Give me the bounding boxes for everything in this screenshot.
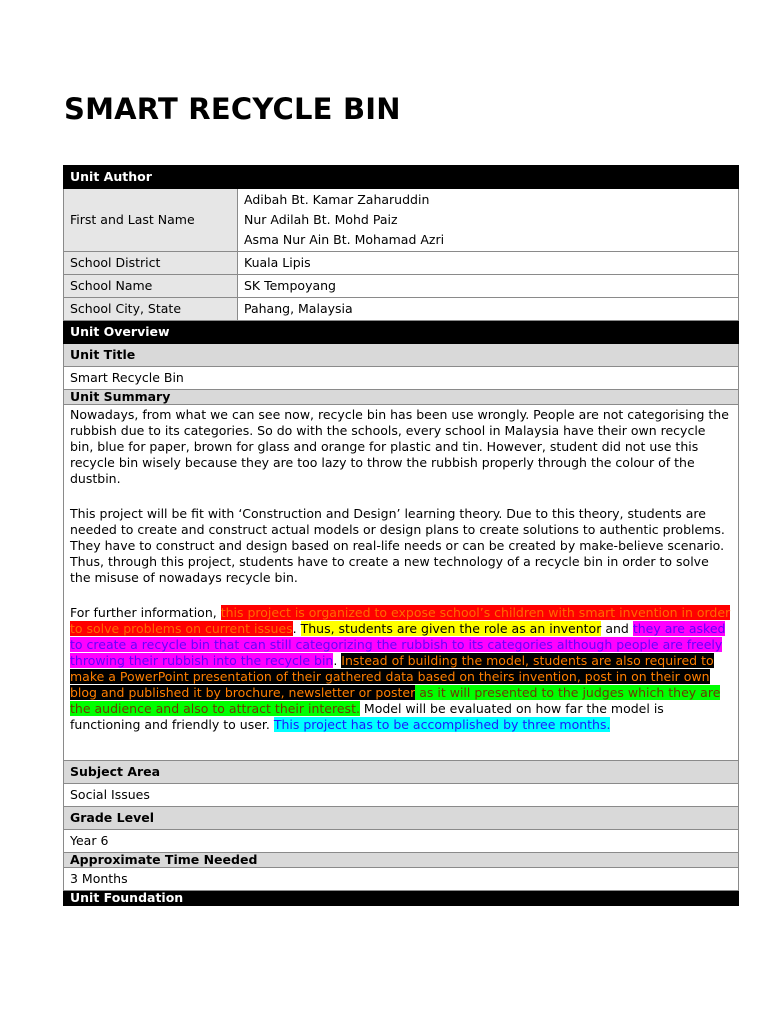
author-name: Nur Adilah Bt. Mohd Paiz: [244, 212, 398, 227]
time-needed-value-row: [64, 868, 739, 891]
grade-level-value: Year 6: [64, 830, 739, 853]
summary-paragraph: Nowadays, from what we can see now, recycle bin has been use wrongly. People are not categorising the rubbish due to its categories. So do with the schools, every school in Malaysia have their own recycle bin, blue for paper, brown for glass and orange for plastic and tin. However, student did not use this recycle bin wisely because they are too lazy to throw the rubbish properly through the colour of the dustbin.: [70, 407, 729, 486]
school-name-row: [64, 275, 739, 298]
document-title: SMART RECYCLE BIN: [64, 92, 401, 126]
unit-title-label: Unit Title: [64, 344, 739, 367]
unit-summary-cell: [64, 405, 739, 761]
summary-text: and: [601, 621, 633, 636]
time-needed-value: 3 Months: [64, 868, 739, 891]
author-names-cell: [238, 189, 739, 252]
subject-area-label-row: [64, 761, 739, 784]
school-district-row: [64, 252, 739, 275]
school-city-label: School City, State: [64, 298, 238, 321]
grade-level-label: Grade Level: [64, 807, 739, 830]
summary-text: .: [292, 621, 301, 636]
author-names-row: [64, 189, 739, 252]
unit-foundation-header: Unit Foundation: [64, 891, 739, 906]
subject-area-value: Social Issues: [64, 784, 739, 807]
unit-overview-header: Unit Overview: [64, 321, 739, 344]
time-needed-label: Approximate Time Needed: [64, 853, 739, 868]
school-district-label: School District: [64, 252, 238, 275]
highlight-yellow-text: Thus, students are given the role as an inventor: [300, 621, 602, 636]
unit-author-header: Unit Author: [64, 166, 739, 189]
unit-summary-label: Unit Summary: [64, 390, 739, 405]
highlight-magenta-text: they are asked to create a recycle bin that can still categorizing the rubbish to its categories although people are freely throwing their rubbish into the recycle bin: [70, 621, 726, 668]
unit-plan-table: [63, 165, 739, 906]
highlight-red-text: this project is organized to expose school’s children with smart invention in order to solve problems on current issues: [70, 605, 731, 636]
unit-summary-row: [64, 405, 739, 761]
subject-area-value-row: [64, 784, 739, 807]
first-last-name-label: First and Last Name: [64, 189, 238, 252]
school-name-value: SK Tempoyang: [238, 275, 739, 298]
author-name: Adibah Bt. Kamar Zaharuddin: [244, 192, 430, 207]
unit-foundation-header-row: [64, 891, 739, 906]
unit-title-value: Smart Recycle Bin: [64, 367, 739, 390]
highlight-black-text: Instead of building the model, students are also required to make a PowerPoint presentation of their gathered data based on theirs invention, post in on their own blog and published it by brochure, newsletter or poster: [70, 653, 714, 700]
unit-title-label-row: [64, 344, 739, 367]
school-name-label: School Name: [64, 275, 238, 298]
time-needed-label-row: [64, 853, 739, 868]
unit-author-header-row: [64, 166, 739, 189]
school-city-value: Pahang, Malaysia: [238, 298, 739, 321]
summary-paragraph: This project will be fit with ‘Construction and Design’ learning theory. Due to this theory, students are needed to create and construct actual models or design plans to create solutions to authentic problems. They have to construct and design based on real-life needs or can be created by make-believe scenario. Thus, through this project, students have to create a new technology of a recycle bin in order to solve the misuse of nowadays recycle bin.: [70, 506, 725, 585]
summary-text: Model will be evaluated on how far the model is functioning and friendly to user.: [70, 701, 664, 732]
subject-area-label: Subject Area: [64, 761, 739, 784]
unit-title-value-row: [64, 367, 739, 390]
unit-summary-label-row: [64, 390, 739, 405]
highlight-cyan-text: This project has to be accomplished by three months.: [273, 717, 611, 732]
summary-text: .: [333, 653, 342, 668]
highlight-green-text: as it will presented to the judges which they are the audience and also to attract their interest.: [70, 685, 721, 716]
school-district-value: Kuala Lipis: [238, 252, 739, 275]
summary-text: For further information,: [70, 605, 221, 620]
unit-overview-header-row: [64, 321, 739, 344]
grade-level-value-row: [64, 830, 739, 853]
summary-paragraph-highlighted: [70, 605, 732, 733]
author-name: Asma Nur Ain Bt. Mohamad Azri: [244, 232, 445, 247]
school-city-row: [64, 298, 739, 321]
grade-level-label-row: [64, 807, 739, 830]
